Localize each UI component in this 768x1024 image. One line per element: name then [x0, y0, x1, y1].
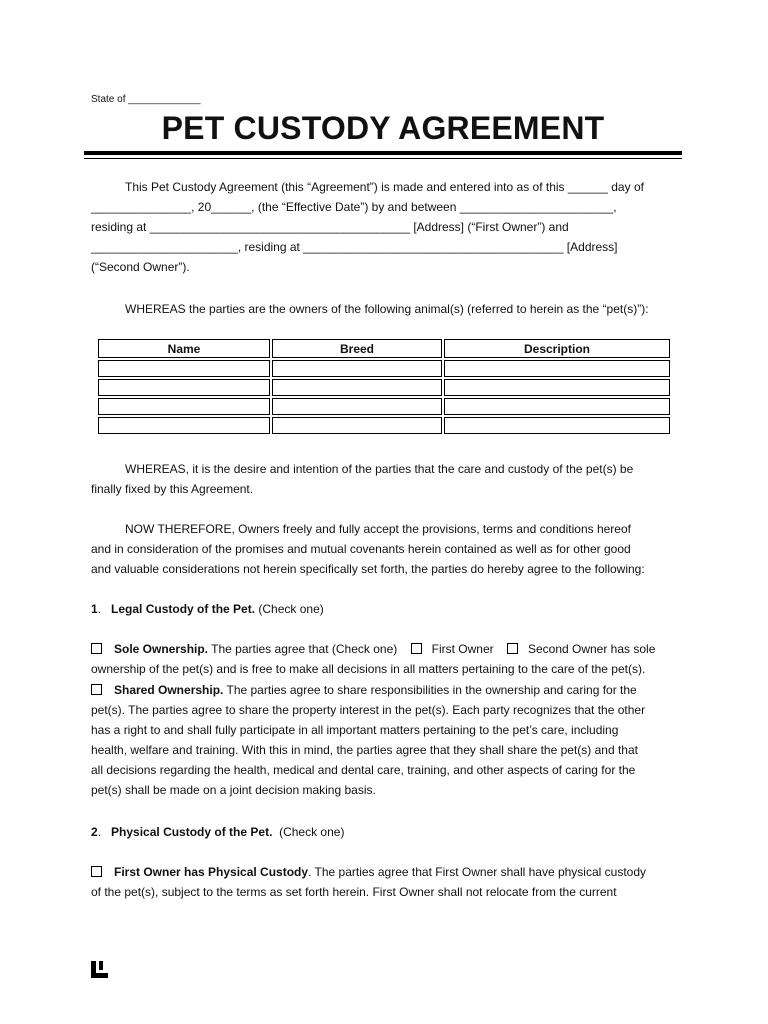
section-number: 1 [91, 602, 98, 616]
sole-ownership-checkbox[interactable] [91, 643, 102, 654]
breed-cell[interactable] [272, 417, 442, 434]
name-cell[interactable] [98, 417, 270, 434]
breed-cell[interactable] [272, 379, 442, 396]
breed-cell[interactable] [272, 360, 442, 377]
name-cell[interactable] [98, 379, 270, 396]
header-description: Description [444, 339, 670, 358]
section-2-heading: 2. Physical Custody of the Pet. (Check one) [91, 825, 345, 839]
description-cell[interactable] [444, 360, 670, 377]
intro-line: (“Second Owner”). [91, 260, 190, 274]
description-cell[interactable] [444, 398, 670, 415]
first-owner-physical-label: First Owner has Physical Custody [114, 865, 309, 879]
now-therefore-line: and in consideration of the promises and mutual covenants herein contained as well as for other good [91, 542, 631, 556]
intro-line: _______________, 20______, (the “Effective Date”) by and between _______________________, [91, 200, 617, 214]
shared-ownership-line: has a right to and shall fully participate in all important matters pertaining to the pet’s care, including [91, 723, 619, 737]
section-title: Legal Custody of the Pet. [111, 602, 256, 616]
whereas-line: finally fixed by this Agreement. [91, 482, 254, 496]
page-title: PET CUSTODY AGREEMENT [161, 110, 605, 146]
sole-ownership-line: ownership of the pet(s) and is free to make all decisions in all matters pertaining to the care of the pet(s). [91, 662, 646, 676]
name-cell[interactable] [98, 398, 270, 415]
whereas-line: WHEREAS, it is the desire and intention of the parties that the care and custody of the pet(s) be [125, 462, 634, 476]
whereas-intention-paragraph [91, 459, 675, 499]
now-therefore-line: and valuable considerations not herein specifically set forth, the parties do hereby agree to the following: [91, 562, 645, 576]
shared-ownership-line: health, welfare and training. With this in mind, the parties agree that they shall share the pet(s) and that [91, 743, 638, 757]
now-therefore-line: NOW THEREFORE, Owners freely and fully accept the provisions, terms and conditions hereof [125, 522, 631, 536]
section-title: Physical Custody of the Pet. [111, 825, 273, 839]
breed-cell[interactable] [272, 398, 442, 415]
table-row [98, 417, 670, 434]
table-header-row [98, 339, 670, 358]
first-owner-option: First Owner [431, 642, 494, 656]
second-owner-option: Second Owner has sole [527, 642, 656, 656]
pets-table [96, 337, 672, 436]
name-cell[interactable] [98, 360, 270, 377]
shared-ownership-label: Shared Ownership. [114, 683, 224, 697]
brand-logo-icon [91, 961, 108, 978]
state-line: State of _____________ [91, 94, 201, 105]
description-cell[interactable] [444, 417, 670, 434]
intro-line: This Pet Custody Agreement (this “Agreement”) is made and entered into as of this ______ day of [125, 180, 644, 194]
now-therefore-paragraph [91, 519, 675, 579]
first-owner-physical-text: . The parties agree that First Owner shall have physical custody [308, 865, 647, 879]
shared-ownership-clause [91, 680, 675, 800]
first-owner-checkbox[interactable] [411, 643, 422, 654]
shared-ownership-line: pet(s) shall be made on a joint decision making basis. [91, 783, 376, 797]
shared-ownership-line: all decisions regarding the health, medical and dental care, training, and other aspects of caring for the [91, 763, 636, 777]
section-number: 2 [91, 825, 98, 839]
sole-ownership-clause [91, 639, 675, 679]
section-1-heading: 1. Legal Custody of the Pet. (Check one) [91, 602, 324, 616]
table-row [98, 360, 670, 377]
table-row [98, 379, 670, 396]
check-one-note: (Check one) [258, 602, 324, 616]
first-owner-physical-clause [91, 862, 675, 902]
description-cell[interactable] [444, 379, 670, 396]
first-owner-physical-checkbox[interactable] [91, 866, 102, 877]
intro-paragraph [91, 177, 675, 277]
intro-line: residing at _______________________________________ [Address] (“First Owner”) and [91, 220, 569, 234]
intro-line: ______________________, residing at _______________________________________ [Address] [91, 240, 618, 254]
second-owner-checkbox[interactable] [507, 643, 518, 654]
title-rule-thin [84, 158, 682, 159]
first-owner-physical-line: of the pet(s), subject to the terms as set forth herein. First Owner shall not relocate from the current [91, 885, 617, 899]
header-name: Name [98, 339, 270, 358]
whereas-line: WHEREAS the parties are the owners of the following animal(s) (referred to herein as the “pet(s)”): [125, 302, 649, 316]
whereas-pets-paragraph [91, 299, 675, 319]
shared-ownership-checkbox[interactable] [91, 684, 102, 695]
shared-ownership-line: pet(s). The parties agree to share the property interest in the pet(s). Each party recognizes that the other [91, 703, 646, 717]
check-one-note: (Check one) [279, 825, 345, 839]
table-row [98, 398, 670, 415]
sole-ownership-label: Sole Ownership. [114, 642, 209, 656]
title-rule-thick [84, 151, 682, 155]
shared-ownership-text: The parties agree to share responsibilities in the ownership and caring for the [226, 683, 637, 697]
header-breed: Breed [272, 339, 442, 358]
sole-ownership-text: The parties agree that (Check one) [211, 642, 398, 656]
